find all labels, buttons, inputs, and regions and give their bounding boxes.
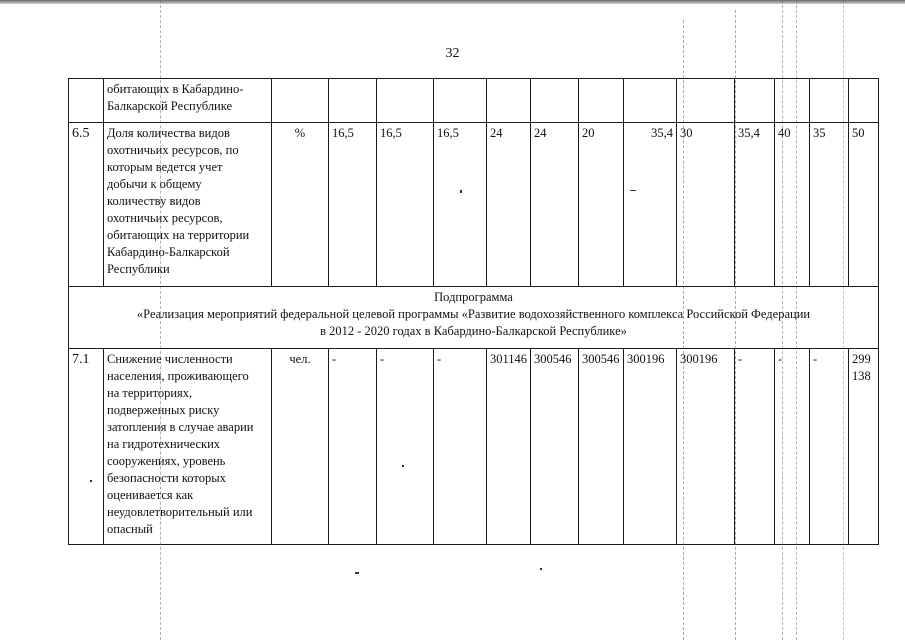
scan-speck (90, 480, 92, 482)
value-cell: 299 138 (849, 349, 879, 545)
value-cell: 300546 (531, 349, 579, 545)
page-number: 32 (445, 46, 460, 61)
value-cell (579, 79, 624, 123)
value-cell (735, 79, 775, 123)
scan-artifact-line (796, 0, 798, 640)
subprogram-label: Подпрограмма (434, 290, 513, 304)
value-cell: 301146 (487, 349, 531, 545)
value-cell: 35,4 (624, 123, 677, 287)
scan-speck (630, 190, 636, 191)
scan-speck (355, 572, 359, 574)
value-cell: - (775, 349, 810, 545)
value-cell (329, 79, 377, 123)
value-cell (775, 79, 810, 123)
value-cell: 16,5 (377, 123, 434, 287)
value-cell (677, 79, 735, 123)
value-cell: 20 (579, 123, 624, 287)
value-cell: - (735, 349, 775, 545)
value-cell: - (377, 349, 434, 545)
scan-artifact-line (683, 20, 685, 640)
value-cell: - (434, 349, 487, 545)
value-cell: 300546 (579, 349, 624, 545)
value-cell (849, 79, 879, 123)
table-row (69, 349, 879, 545)
scan-speck (402, 465, 404, 467)
value-cell: 16,5 (434, 123, 487, 287)
value-cell: - (810, 349, 849, 545)
unit-cell: % (272, 123, 329, 287)
indicator-name: Снижение численности населения, проживающего на территориях, подверженных риску затопления в случае аварии на гидротехнических сооружениях, уровень безопасности которых оценивается как неудовлетворительный или опасный (104, 349, 272, 545)
subprogram-row (69, 287, 879, 349)
table-row (69, 123, 879, 287)
value-cell: 300196 (624, 349, 677, 545)
row-number (69, 79, 104, 123)
scan-speck (540, 568, 542, 570)
value-cell: 24 (487, 123, 531, 287)
value-cell (624, 79, 677, 123)
indicator-name: Доля количества видов охотничьих ресурсов, по которым ведется учет добычи к общему количеству видов охотничьих ресурсов, обитающих на территории Кабардино-Балкарской Республики (104, 123, 272, 287)
subprogram-title: «Реализация мероприятий федеральной целевой программы «Развитие водохозяйственного комплекса Российской Федерации (136, 307, 811, 321)
row-number: 7.1 (69, 349, 104, 545)
value-cell: 16,5 (329, 123, 377, 287)
value-cell: 35 (810, 123, 849, 287)
row-number: 6.5 (69, 123, 104, 287)
value-cell: 300196 (677, 349, 735, 545)
value-cell: 40 (775, 123, 810, 287)
scan-artifact-line (160, 0, 162, 640)
value-cell (377, 79, 434, 123)
table-row (69, 79, 879, 123)
subprogram-heading (69, 287, 879, 349)
value-cell: 50 (849, 123, 879, 287)
value-cell (434, 79, 487, 123)
scan-top-edge (0, 0, 905, 4)
value-cell: - (329, 349, 377, 545)
scan-speck (460, 190, 462, 193)
unit-cell (272, 79, 329, 123)
scan-artifact-line (782, 0, 784, 640)
scan-artifact-line (843, 0, 845, 640)
unit-cell: чел. (272, 349, 329, 545)
indicator-name: обитающих в Кабардино- Балкарской Республике (104, 79, 272, 123)
value-cell (487, 79, 531, 123)
value-cell (531, 79, 579, 123)
value-cell: 30 (677, 123, 735, 287)
indicators-table (68, 78, 879, 545)
value-cell: 35,4 (735, 123, 775, 287)
subprogram-title-cont: в 2012 - 2020 годах в Кабардино-Балкарской Республике» (320, 324, 627, 338)
scan-artifact-line (735, 10, 737, 640)
value-cell: 24 (531, 123, 579, 287)
